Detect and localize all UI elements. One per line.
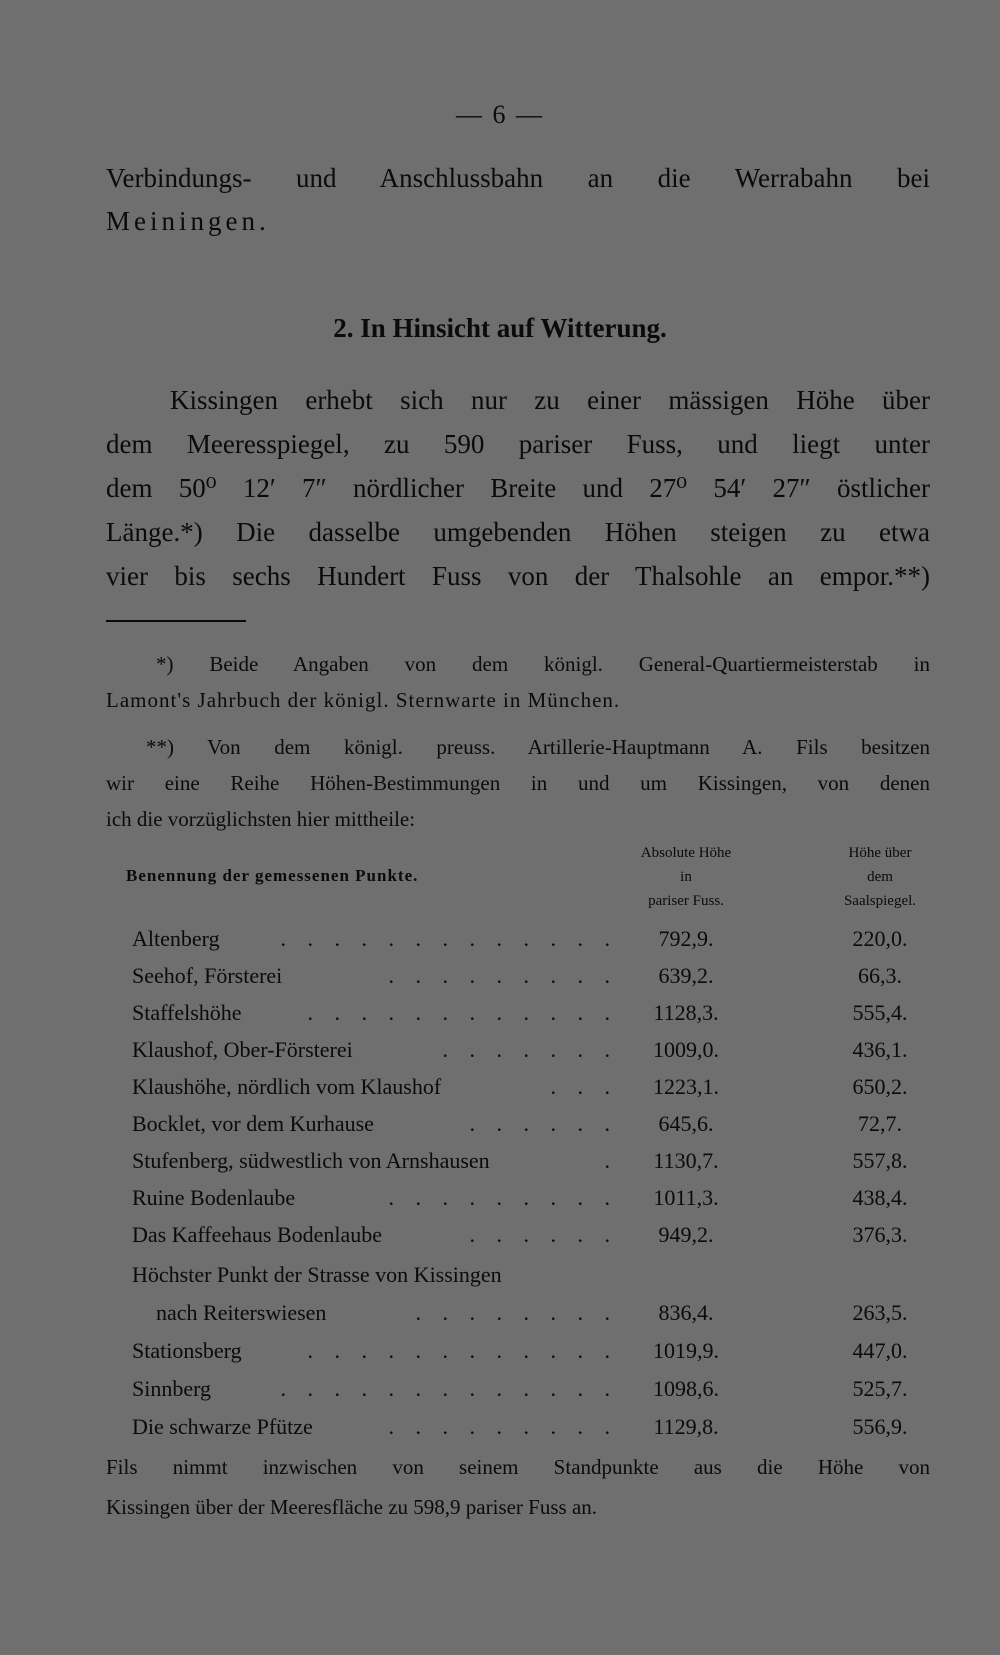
table-row xyxy=(0,1037,1000,1074)
row-leader-dots: . . . . . . . . . . . . xyxy=(307,1338,618,1363)
row-name: Seehof, Försterei xyxy=(132,963,283,988)
page-number: — 6 — xyxy=(456,100,544,129)
paragraph-line-5: vier bis sechs Hundert Fuss von der Thalsohle an empor.**) xyxy=(106,561,930,591)
row-absolute-height: 1011,3. xyxy=(653,1185,719,1210)
row-absolute-height: 1009,0. xyxy=(653,1037,719,1062)
table-row xyxy=(0,1376,1000,1413)
row-height-above-saale: 436,1. xyxy=(852,1037,908,1062)
table-row xyxy=(0,963,1000,1000)
footnote-2-line-3: ich die vorzüglichsten hier mittheile: xyxy=(106,807,416,831)
row-absolute-height: 1019,9. xyxy=(653,1338,719,1363)
row-name: Die schwarze Pfütze xyxy=(132,1414,313,1439)
table-header-rel-1: Höhe über xyxy=(848,845,912,861)
row-height-above-saale: 650,2. xyxy=(852,1074,908,1099)
row-height-above-saale: 376,3. xyxy=(852,1222,908,1247)
closing-line-2: Kissingen über der Meeresfläche zu 598,9 pariser Fuss an. xyxy=(106,1495,598,1519)
table-row xyxy=(0,926,1000,963)
row-name: Klaushöhe, nördlich vom Klaushof xyxy=(132,1074,442,1099)
row-absolute-height: 645,6. xyxy=(658,1111,714,1136)
table-header-abs-1: Absolute Höhe xyxy=(640,845,732,861)
paragraph-line-1: Kissingen erhebt sich nur zu einer mässigen Höhe über xyxy=(170,385,930,415)
row-height-above-saale: 72,7. xyxy=(858,1111,902,1136)
row-name: Höchster Punkt der Strasse von Kissingen xyxy=(132,1262,502,1287)
row-name: Bocklet, vor dem Kurhause xyxy=(132,1111,374,1136)
footnote-1-line-2: Lamont's Jahrbuch der königl. Sternwarte in München. xyxy=(106,688,621,712)
row-height-above-saale: 525,7. xyxy=(852,1376,908,1401)
row-name: Stationsberg xyxy=(132,1338,242,1363)
table-header-rel-3: Saalspiegel. xyxy=(843,893,917,909)
row-leader-dots: . . . . . . . xyxy=(442,1037,618,1062)
footnote-1-line-1: *) Beide Angaben von dem königl. General-Quartiermeisterstab in xyxy=(156,652,930,676)
row-height-above-saale: 66,3. xyxy=(858,963,902,988)
paragraph-line-4: Länge.*) Die dasselbe umgebenden Höhen steigen zu etwa xyxy=(106,517,930,547)
table-row xyxy=(0,1414,1000,1451)
row-absolute-height: 836,4. xyxy=(658,1300,714,1325)
row-name: Sinnberg xyxy=(132,1376,212,1401)
row-absolute-height: 1098,6. xyxy=(653,1376,719,1401)
row-leader-dots: . . . . . . . . . xyxy=(388,963,618,988)
row-absolute-height: 1128,3. xyxy=(653,1000,719,1025)
row-height-above-saale: 263,5. xyxy=(852,1300,908,1325)
row-name: Das Kaffeehaus Bodenlaube xyxy=(132,1222,383,1247)
table-row xyxy=(0,1222,1000,1259)
table-row xyxy=(0,1300,1000,1337)
row-leader-dots: . . . . . . xyxy=(469,1111,618,1136)
row-absolute-height: 639,2. xyxy=(658,963,714,988)
row-height-above-saale: 438,4. xyxy=(852,1185,908,1210)
table-row xyxy=(0,1111,1000,1148)
row-absolute-height: 1130,7. xyxy=(653,1148,719,1173)
row-name: nach Reiterswiesen xyxy=(156,1300,327,1325)
table-row xyxy=(0,1000,1000,1037)
paragraph-line-2: dem Meeresspiegel, zu 590 pariser Fuss, und liegt unter xyxy=(106,429,930,459)
table-header-abs-3: pariser Fuss. xyxy=(648,893,724,909)
row-leader-dots: . . . . . . . . . xyxy=(388,1414,618,1439)
row-leader-dots: . . . . . . . . . . . . . xyxy=(280,926,618,951)
footnote-divider xyxy=(106,620,246,622)
table-row xyxy=(0,1185,1000,1222)
table-header-name: Benennung der gemessenen Punkte. xyxy=(126,866,419,885)
table-header-rel-2: dem xyxy=(867,869,893,885)
table-row xyxy=(0,1148,1000,1185)
row-name: Ruine Bodenlaube xyxy=(132,1185,296,1210)
row-leader-dots: . . . . . . . . . . . . . xyxy=(280,1376,618,1401)
row-height-above-saale: 220,0. xyxy=(852,926,908,951)
row-height-above-saale: 555,4. xyxy=(852,1000,908,1025)
row-leader-dots: . . . . . . . . . xyxy=(388,1185,618,1210)
footnote-2-line-2: wir eine Reihe Höhen-Bestimmungen in und um Kissingen, von denen xyxy=(106,771,930,795)
row-name: Staffelshöhe xyxy=(132,1000,242,1025)
closing-line-1: Fils nimmt inzwischen von seinem Standpunkte aus die Höhe von xyxy=(106,1455,930,1479)
row-absolute-height: 1129,8. xyxy=(653,1414,719,1439)
row-leader-dots: . . . xyxy=(550,1074,618,1099)
paragraph-line-3: dem 50⁰ 12′ 7″ nördlicher Breite und 27⁰ 54′ 27″ östlicher xyxy=(106,473,930,503)
row-leader-dots: . . . . . . . . . . . . xyxy=(307,1000,618,1025)
row-leader-dots: . xyxy=(604,1148,618,1173)
table-row xyxy=(0,1262,1000,1299)
intro-line-2: Meiningen. xyxy=(106,206,270,236)
row-absolute-height: 792,9. xyxy=(658,926,714,951)
row-absolute-height: 949,2. xyxy=(658,1222,714,1247)
row-height-above-saale: 447,0. xyxy=(852,1338,908,1363)
row-height-above-saale: 557,8. xyxy=(852,1148,908,1173)
row-name: Klaushof, Ober-Försterei xyxy=(132,1037,353,1062)
row-absolute-height: 1223,1. xyxy=(653,1074,719,1099)
row-height-above-saale: 556,9. xyxy=(852,1414,908,1439)
intro-line-1: Verbindungs- und Anschlussbahn an die Werrabahn bei xyxy=(106,163,930,193)
table-header-abs-2: in xyxy=(680,869,692,885)
section-heading: 2. In Hinsicht auf Witterung. xyxy=(333,313,667,343)
table-row xyxy=(0,1338,1000,1375)
row-leader-dots: . . . . . . . . xyxy=(415,1300,618,1325)
table-row xyxy=(0,1074,1000,1111)
row-name: Altenberg xyxy=(132,926,220,951)
row-leader-dots: . . . . . . xyxy=(469,1222,618,1247)
row-name: Stufenberg, südwestlich von Arnshausen xyxy=(132,1148,490,1173)
footnote-2-line-1: **) Von dem königl. preuss. Artillerie-Hauptmann A. Fils besitzen xyxy=(146,735,930,759)
